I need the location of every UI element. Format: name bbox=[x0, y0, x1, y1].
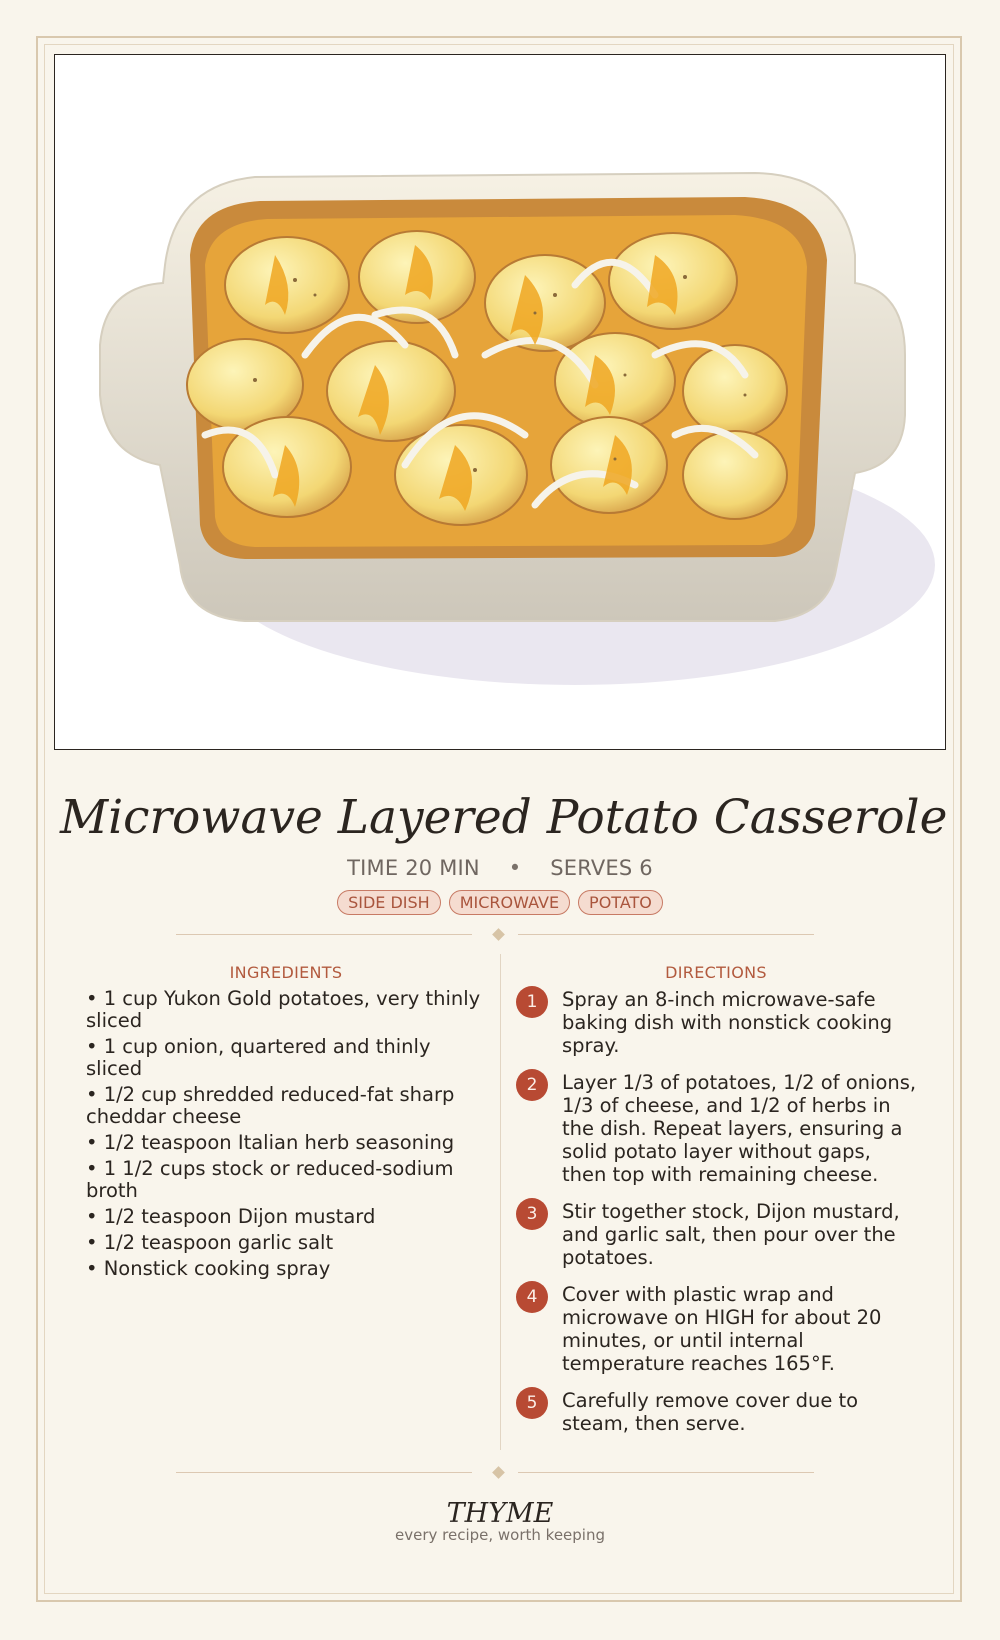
prep-time: TIME 20 MIN bbox=[347, 856, 480, 880]
ingredient-item: • 1/2 teaspoon Italian herb seasoning bbox=[86, 1132, 486, 1154]
casserole-illustration bbox=[55, 55, 946, 750]
step-text: Carefully remove cover due to steam, then serve. bbox=[562, 1389, 859, 1435]
recipe-meta bbox=[60, 856, 940, 880]
ingredient-item: • Nonstick cooking spray bbox=[86, 1258, 486, 1280]
ingredients-heading: INGREDIENTS bbox=[229, 963, 343, 982]
ingredients-list bbox=[86, 988, 486, 1284]
meta-separator: • bbox=[508, 856, 522, 880]
directions-list bbox=[516, 988, 926, 1449]
top-divider-right bbox=[518, 934, 814, 935]
step-number-badge: 3 bbox=[516, 1198, 548, 1230]
step-number-badge: 5 bbox=[516, 1387, 548, 1419]
recipe-photo bbox=[54, 54, 946, 750]
tag-potato[interactable]: POTATO bbox=[578, 890, 663, 915]
brand-logo: THYME bbox=[446, 1498, 554, 1529]
ingredient-item: • 1/2 cup shredded reduced-fat sharp cheddar cheese bbox=[86, 1084, 486, 1128]
ingredient-item: • 1/2 teaspoon garlic salt bbox=[86, 1232, 486, 1254]
bottom-divider-left bbox=[176, 1472, 472, 1473]
recipe-title: Microwave Layered Potato Casserole bbox=[60, 790, 948, 845]
direction-step bbox=[516, 988, 926, 1057]
step-number-badge: 2 bbox=[516, 1069, 548, 1101]
bottom-divider-right bbox=[518, 1472, 814, 1473]
tag-list bbox=[60, 890, 940, 915]
ingredient-item: • 1 cup Yukon Gold potatoes, very thinly sliced bbox=[86, 988, 486, 1032]
step-text: Spray an 8-inch microwave-safe baking dish with nonstick cooking spray. bbox=[562, 988, 893, 1057]
step-number-badge: 4 bbox=[516, 1281, 548, 1313]
step-text: Stir together stock, Dijon mustard, and garlic salt, then pour over the potatoes. bbox=[562, 1200, 900, 1269]
ingredient-item: • 1/2 teaspoon Dijon mustard bbox=[86, 1206, 486, 1228]
step-text: Cover with plastic wrap and microwave on HIGH for about 20 minutes, or until internal temperature reaches 165°F. bbox=[562, 1283, 882, 1375]
directions-heading: DIRECTIONS bbox=[665, 963, 767, 982]
step-text: Layer 1/3 of potatoes, 1/2 of onions, 1/3 of cheese, and 1/2 of herbs in the dish. Repeat layers, ensuring a solid potato layer without gaps, then top with remaining cheese. bbox=[562, 1071, 917, 1186]
tag-side-dish[interactable]: SIDE DISH bbox=[337, 890, 441, 915]
top-divider-left bbox=[176, 934, 472, 935]
direction-step bbox=[516, 1283, 926, 1375]
tag-microwave[interactable]: MICROWAVE bbox=[449, 890, 570, 915]
direction-step bbox=[516, 1389, 926, 1435]
column-divider bbox=[500, 954, 501, 1450]
direction-step bbox=[516, 1071, 926, 1186]
ingredient-item: • 1 cup onion, quartered and thinly sliced bbox=[86, 1036, 486, 1080]
direction-step bbox=[516, 1200, 926, 1269]
servings: SERVES 6 bbox=[550, 856, 653, 880]
ingredient-item: • 1 1/2 cups stock or reduced-sodium broth bbox=[86, 1158, 486, 1202]
step-number-badge: 1 bbox=[516, 986, 548, 1018]
brand-tagline: every recipe, worth keeping bbox=[394, 1526, 605, 1544]
